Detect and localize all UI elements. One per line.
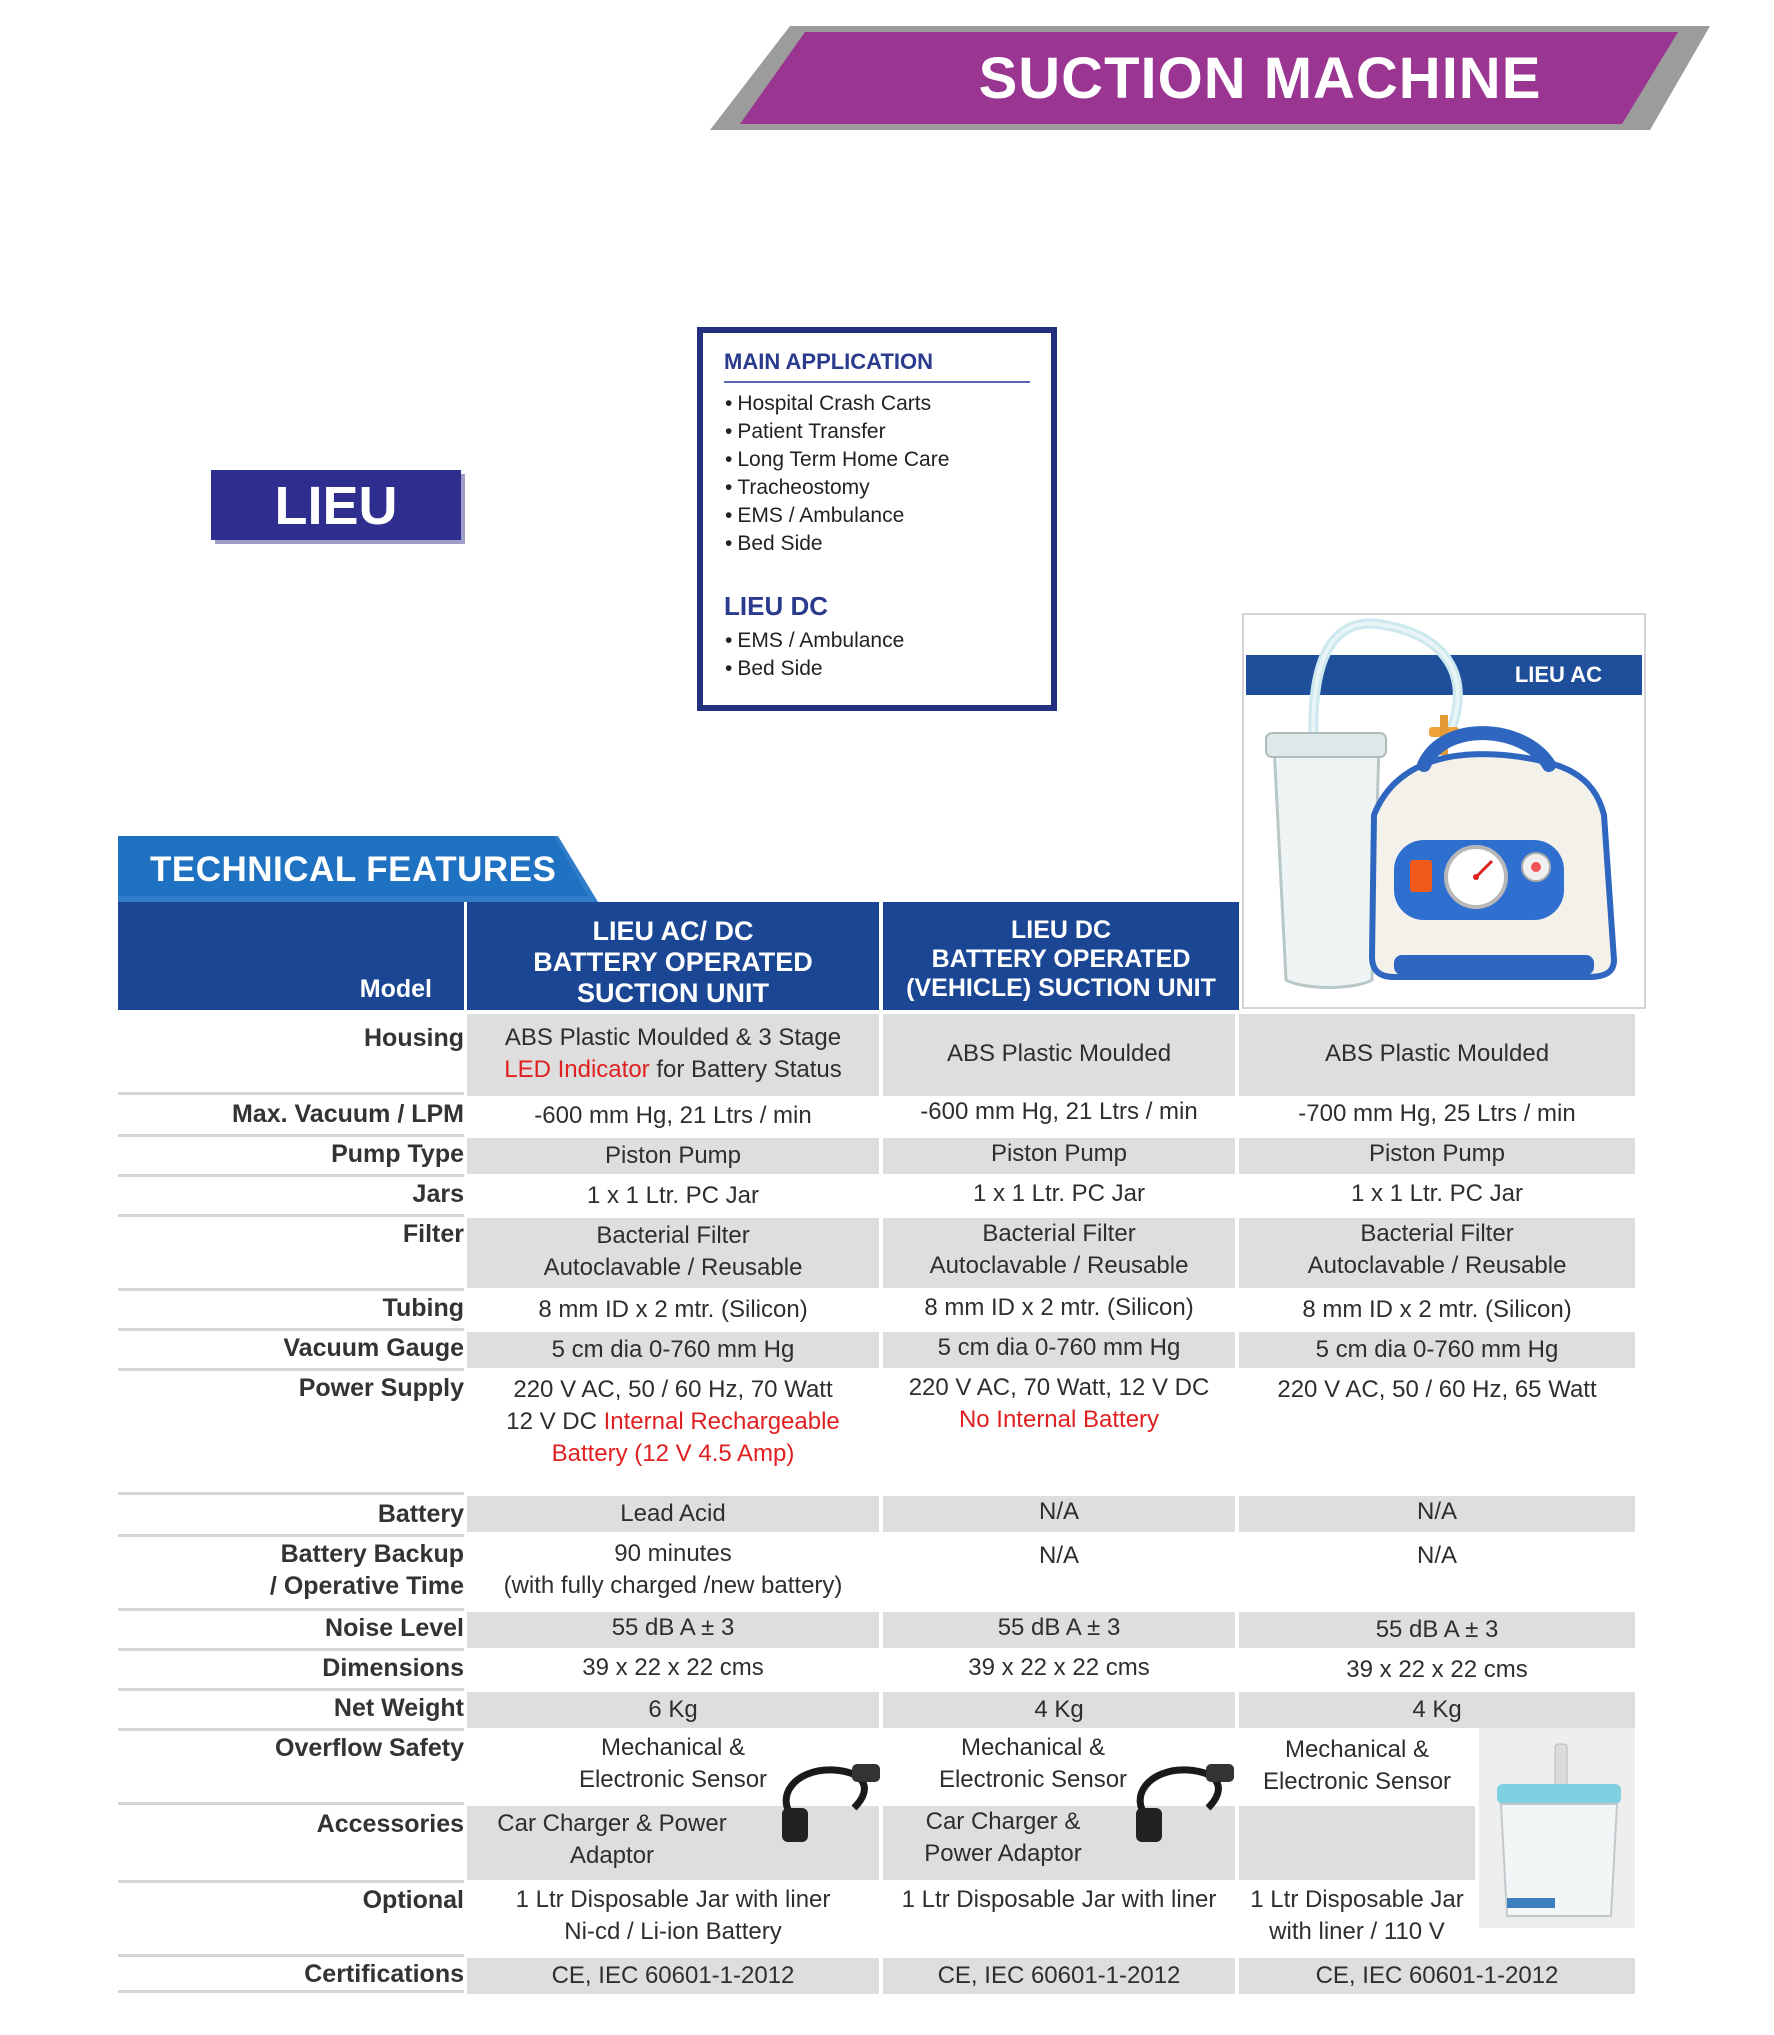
list-item: • Bed Side [725, 530, 949, 558]
table-cell: 220 V AC, 50 / 60 Hz, 70 Watt 12 V DC Internal Rechargeable Battery (12 V 4.5 Amp) [506, 1376, 840, 1467]
row-label: Net Weight [333, 1694, 464, 1722]
table-cell: Piston Pump [467, 1138, 879, 1174]
table-cell: CE, IEC 60601-1-2012 [883, 1958, 1235, 1994]
product-label: LIEU AC [1514, 662, 1602, 687]
table-cell: 5 cm dia 0-760 mm Hg [467, 1332, 879, 1368]
table-cell: 5 cm dia 0-760 mm Hg [883, 1332, 1235, 1368]
table-cell: Piston Pump [1239, 1138, 1635, 1174]
row-divider [118, 1092, 464, 1095]
table-cell: ABS Plastic Moulded & 3 Stage LED Indicator for Battery Status [467, 1014, 879, 1096]
table-cell: 1 Ltr Disposable Jar with liner [901, 1886, 1217, 1913]
table-cell: -700 mm Hg, 25 Ltrs / min [1298, 1100, 1576, 1127]
main-application-list [725, 390, 949, 558]
row-divider [118, 1214, 464, 1217]
row-label: Housing [364, 1024, 464, 1052]
row-label: Battery [377, 1500, 464, 1528]
row-divider [118, 1990, 464, 1993]
column-header-dc: LIEU DC BATTERY OPERATED (VEHICLE) SUCTION UNIT [883, 902, 1239, 1010]
heading-divider [724, 381, 1030, 383]
table-cell: CE, IEC 60601-1-2012 [1239, 1958, 1635, 1994]
table-cell: 55 dB A ± 3 [467, 1612, 879, 1648]
table-row [118, 1884, 1635, 1954]
table-row [118, 1958, 1635, 1994]
main-application-heading: MAIN APPLICATION [724, 349, 933, 374]
table-cell: 4 Kg [1239, 1692, 1635, 1728]
table-cell: N/A [1038, 1542, 1079, 1569]
table-row [118, 1496, 1635, 1532]
row-divider [118, 1174, 464, 1177]
list-item: • Bed Side [725, 655, 904, 683]
table-row [118, 1138, 1635, 1174]
table-cell [1239, 1806, 1475, 1880]
table-cell: 1 Ltr Disposable Jar with liner Ni-cd / Li-ion Battery [515, 1886, 831, 1945]
table-cell: Mechanical & Electronic Sensor [938, 1734, 1128, 1793]
car-charger-icon [774, 1758, 884, 1848]
table-cell: 220 V AC, 70 Watt, 12 V DC No Internal Battery [908, 1374, 1210, 1433]
table-cell: Piston Pump [883, 1138, 1235, 1174]
row-label: Battery Backup / Operative Time [269, 1540, 464, 1600]
model-label: Model [359, 975, 432, 1003]
table-row [118, 1692, 1635, 1728]
table-row [118, 1014, 1635, 1088]
table-cell: 90 minutes (with fully charged /new battery) [503, 1540, 843, 1599]
list-item: • Tracheostomy [725, 474, 949, 502]
table-cell: Mechanical & Electronic Sensor [1262, 1736, 1452, 1795]
row-label: Certifications [304, 1960, 464, 1988]
row-label: Accessories [316, 1810, 464, 1838]
technical-features-title: TECHNICAL FEATURES [150, 850, 557, 889]
table-cell: -600 mm Hg, 21 Ltrs / min [534, 1102, 812, 1129]
list-item: • Hospital Crash Carts [725, 390, 949, 418]
table-cell: -600 mm Hg, 21 Ltrs / min [920, 1098, 1198, 1125]
table-cell: ABS Plastic Moulded [883, 1014, 1235, 1096]
specifications-table [118, 902, 1635, 1992]
table-cell: CE, IEC 60601-1-2012 [467, 1958, 879, 1994]
table-cell: 39 x 22 x 22 cms [582, 1654, 764, 1681]
car-charger-icon [1128, 1758, 1238, 1848]
table-cell: 6 Kg [467, 1692, 879, 1728]
row-label: Power Supply [298, 1374, 464, 1402]
table-cell: 55 dB A ± 3 [883, 1612, 1235, 1648]
row-label: Pump Type [331, 1140, 464, 1168]
table-row [118, 1178, 1635, 1214]
table-cell: 4 Kg [883, 1692, 1235, 1728]
table-row [118, 1538, 1635, 1608]
table-row [118, 1096, 1635, 1134]
table-cell: N/A [1416, 1542, 1457, 1569]
row-label: Filter [402, 1220, 464, 1248]
table-cell: Car Charger & Power Adaptor [467, 1806, 879, 1880]
table-cell: Bacterial Filter Autoclavable / Reusable [467, 1218, 879, 1288]
row-label: Jars [412, 1180, 464, 1208]
row-divider [118, 1534, 464, 1537]
table-cell: Mechanical & Electronic Sensor [578, 1734, 768, 1793]
row-label: Optional [362, 1886, 464, 1914]
row-divider [118, 1954, 464, 1957]
table-cell: ABS Plastic Moulded [1239, 1014, 1635, 1096]
row-divider [118, 1134, 464, 1137]
column-header-ac-dc: LIEU AC/ DC BATTERY OPERATED SUCTION UNIT [467, 902, 879, 1010]
table-cell: 1 x 1 Ltr. PC Jar [1350, 1180, 1524, 1207]
table-cell: N/A [883, 1496, 1235, 1532]
table-cell: 8 mm ID x 2 mtr. (Silicon) [538, 1296, 808, 1323]
table-cell: 55 dB A ± 3 [1239, 1612, 1635, 1648]
list-item: • Patient Transfer [725, 418, 949, 446]
product-family-badge: LIEU [211, 470, 461, 540]
row-label: Vacuum Gauge [283, 1334, 464, 1362]
table-cell: 39 x 22 x 22 cms [968, 1654, 1150, 1681]
table-row [118, 1612, 1635, 1648]
table-cell: 220 V AC, 50 / 60 Hz, 65 Watt [1277, 1376, 1597, 1403]
row-divider [118, 1328, 464, 1331]
row-divider [118, 1802, 464, 1805]
table-cell: 8 mm ID x 2 mtr. (Silicon) [1302, 1296, 1572, 1323]
row-divider [118, 1688, 464, 1691]
row-label: Noise Level [325, 1614, 464, 1642]
row-divider [118, 1608, 464, 1611]
main-application-box [697, 327, 1057, 711]
model-header-cell [118, 902, 464, 1010]
table-row [118, 1218, 1635, 1288]
list-item: • Long Term Home Care [725, 446, 949, 474]
table-cell: 5 cm dia 0-760 mm Hg [1239, 1332, 1635, 1368]
row-divider [118, 1648, 464, 1651]
list-item: • EMS / Ambulance [725, 502, 949, 530]
table-cell: 1 x 1 Ltr. PC Jar [586, 1182, 760, 1209]
table-cell: Bacterial Filter Autoclavable / Reusable [883, 1218, 1235, 1288]
row-label: Tubing [382, 1294, 464, 1322]
table-cell: 1 Ltr Disposable Jar with liner / 110 V [1250, 1886, 1464, 1945]
row-label: Overflow Safety [275, 1734, 464, 1762]
row-divider [118, 1368, 464, 1371]
list-item: • EMS / Ambulance [725, 627, 904, 655]
table-cell: Lead Acid [467, 1496, 879, 1532]
page-title: SUCTION MACHINE [978, 46, 1542, 111]
table-row [118, 1332, 1635, 1368]
table-cell: 1 x 1 Ltr. PC Jar [972, 1180, 1146, 1207]
table-cell: Car Charger & Power Adaptor [883, 1806, 1235, 1880]
table-cell: Bacterial Filter Autoclavable / Reusable [1239, 1218, 1635, 1288]
table-cell: N/A [1239, 1496, 1635, 1532]
table-cell: 39 x 22 x 22 cms [1346, 1656, 1528, 1683]
table-cell: 8 mm ID x 2 mtr. (Silicon) [924, 1294, 1194, 1321]
lieu-dc-list [725, 627, 904, 683]
row-label: Max. Vacuum / LPM [231, 1100, 464, 1128]
row-divider [118, 1288, 464, 1291]
table-row [118, 1292, 1635, 1328]
row-divider [118, 1880, 464, 1883]
lieu-dc-heading: LIEU DC [724, 591, 828, 621]
row-divider [118, 1728, 464, 1731]
table-row [118, 1372, 1635, 1492]
table-row [118, 1652, 1635, 1688]
row-divider [118, 1492, 464, 1495]
row-label: Dimensions [322, 1654, 464, 1682]
